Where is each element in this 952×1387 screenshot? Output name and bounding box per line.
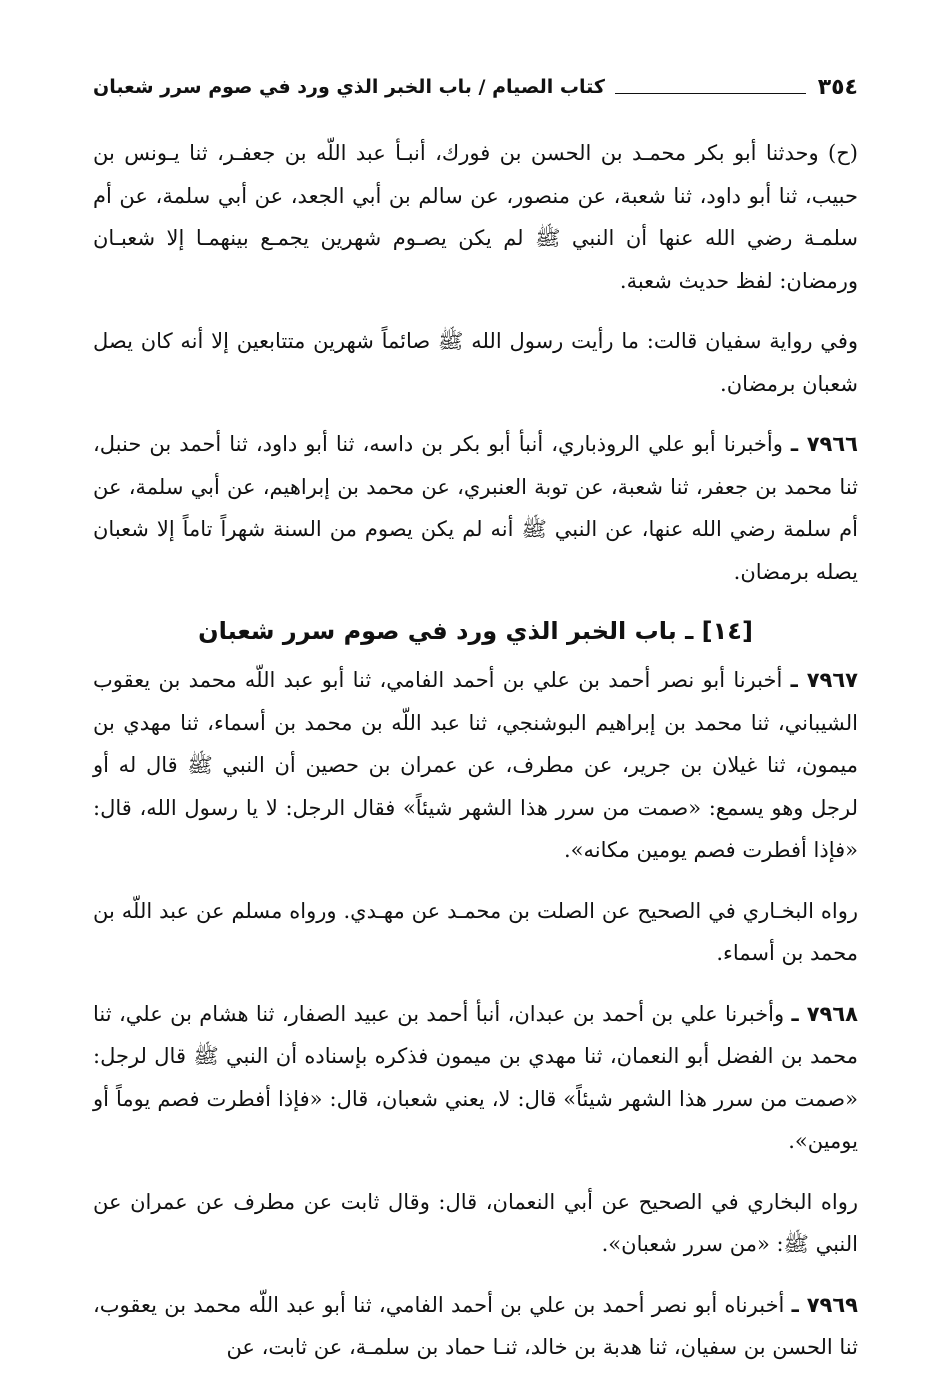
hadith-number: ٧٩٦٩ ـ <box>791 1292 858 1317</box>
hadith-paragraph <box>93 423 858 593</box>
paragraph-text: وفي رواية سفيان قالت: ما رأيت رسول الله ﷺ صائماً شهرين متتابعين إلا أنه كان يصل شعبان برمضان. <box>93 329 858 396</box>
hadith-paragraph <box>93 659 858 872</box>
hadith-number: ٧٩٦٧ ـ <box>790 668 858 692</box>
paragraph <box>93 890 858 975</box>
paragraph-text: (ح) وحدثنا أبو بكر محمـد بن الحسن بن فورك، أنبـأ عبد اللّه بن جعفـر، ثنا يـونس بن حبيب، ثنا أبو داود، ثنا شعبة، عن منصور، عن سالم بن أبي الجعد، عن أبي سلمة، عن أم سلمـة رضي الله عنها أن النبي ﷺ لم يكن يصـوم شهرين يجمـع بينهمـا إلا شعبـان ورمضان: لفظ حديث شعبة. <box>93 141 858 293</box>
hadith-paragraph <box>93 1284 858 1369</box>
paragraph-text: وأخبرنا أبو علي الروذباري، أنبأ أبو بكر بن داسه، ثنا أبو داود، ثنا أحمد بن حنبل، ثنا محمد بن جعفر، ثنا شعبة، عن توبة العنبري، عن محمد بن إبراهيم، عن أبي سلمة، عن أم سلمة رضي الله عنها، عن النبي ﷺ أنه لم يكن يصوم من السنة شهراً تاماً إلا شعبان يصله برمضان. <box>93 432 858 584</box>
paragraph <box>93 1181 858 1266</box>
paragraph-text: رواه البخاري في الصحيح عن أبي النعمان، قال: وقال ثابت عن مطرف عن عمران عن النبي ﷺ: «من سرر شعبان». <box>93 1189 858 1256</box>
paragraph <box>93 132 858 302</box>
chapter-title: [١٤] ـ باب الخبر الذي ورد في صوم سرر شعبان <box>198 617 753 645</box>
hadith-number: ٧٩٦٨ ـ <box>791 1001 858 1026</box>
paragraph-text: أخبرناه أبو نصر أحمد بن علي بن أحمد الفامي، ثنا أبو عبد اللّه محمد بن يعقوب، ثنا الحسن بن سفيان، ثنا هدبة بن خالد، ثنـا حماد بن سلمـة، عن ثابت، عن <box>93 1292 858 1359</box>
header-rule <box>615 93 806 94</box>
paragraph <box>93 320 858 405</box>
paragraph-text: رواه البخـاري في الصحيح عن الصلت بن محمـد عن مهـدي. ورواه مسلم عن عبد اللّه بن محمد بن أسماء. <box>93 898 858 965</box>
running-header <box>93 70 858 104</box>
running-title: كتاب الصيام / باب الخبر الذي ورد في صوم سرر شعبان <box>93 76 605 98</box>
paragraph-text: أخبرنا أبو نصر أحمد بن علي بن أحمد الفامي، ثنا أبو عبد اللّه محمد بن يعقوب الشيباني، ثنا محمد بن إبراهيم البوشنجي، ثنا عبد اللّه بن محمد بن أسماء، ثنا مهدي بن ميمون، ثنا غيلان بن جرير، عن مطرف، عن عمران بن حصين أن النبي ﷺ قال له أو لرجل وهو يسمع: «صمت من سرر هذا الشهر شيئاً» فقال الرجل: لا يا رسول الله، قال: «فإذا أفطرت فصم يومين مكانه». <box>93 668 858 862</box>
hadith-number: ٧٩٦٦ ـ <box>790 432 858 456</box>
book-page <box>93 70 858 1387</box>
page-number: ٣٥٤ <box>817 74 858 100</box>
hadith-paragraph <box>93 993 858 1163</box>
paragraph-text: وأخبرنا علي بن أحمد بن عبدان، أنبأ أحمد بن عبيد الصفار، ثنا هشام بن علي، ثنا محمد بن الفضل أبو النعمان، ثنا مهدي بن ميمون فذكره بإسناده أن النبي ﷺ قال لرجل: «صمت من سرر هذا الشهر شيئاً» قال: لا، يعني شعبان، قال: «فإذا أفطرت فصم يوماً أو يومين». <box>93 1001 858 1153</box>
